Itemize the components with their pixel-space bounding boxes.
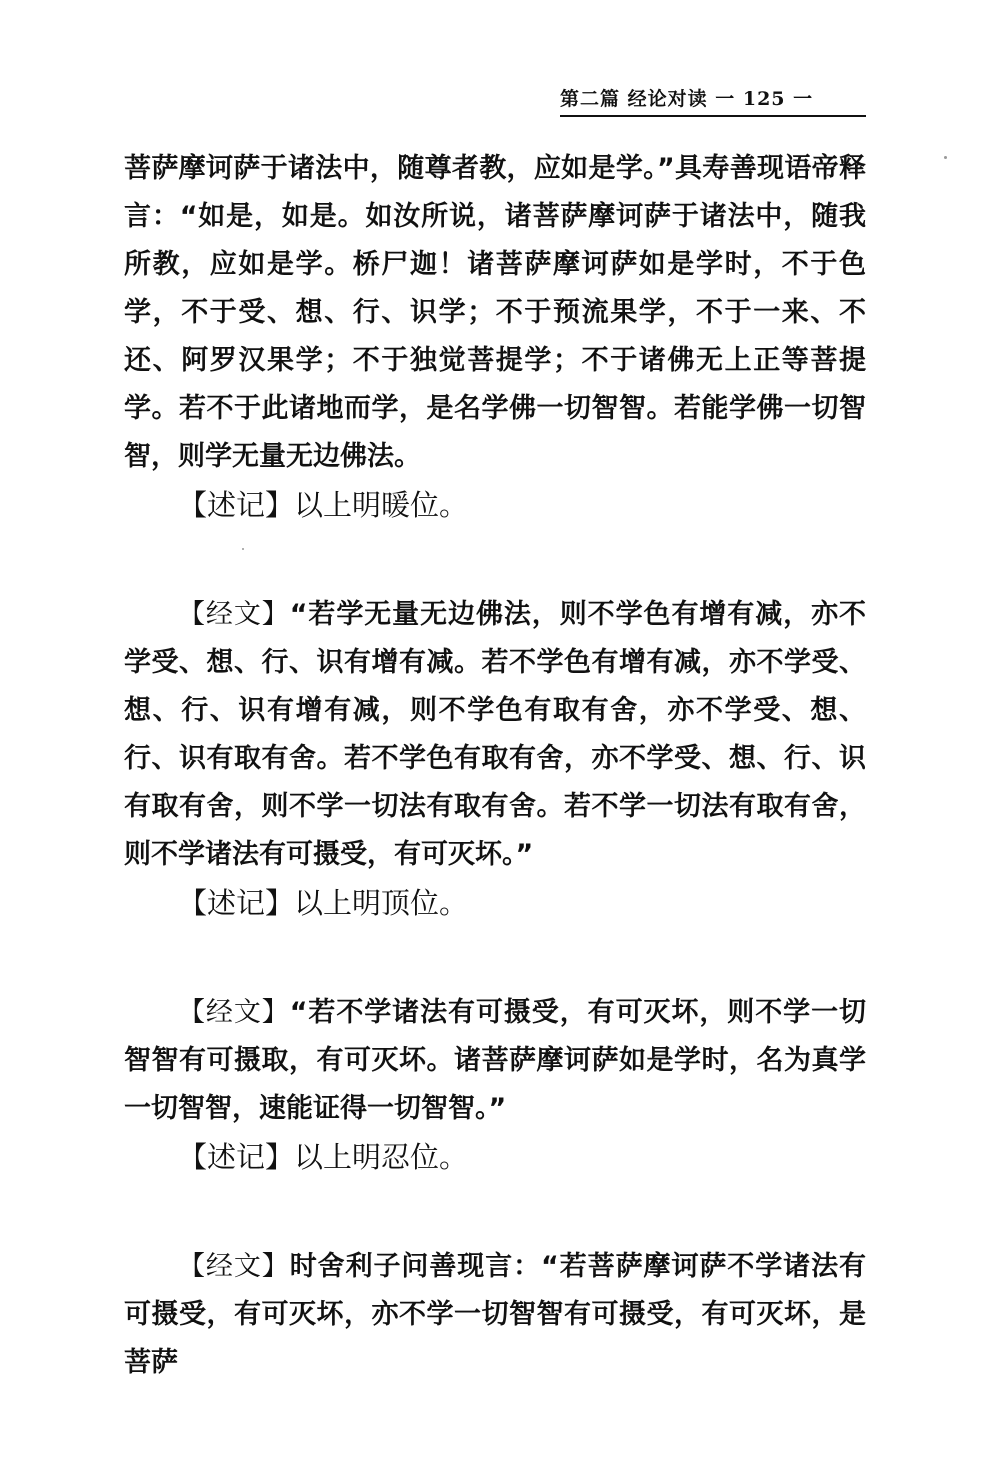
header-rule bbox=[560, 115, 866, 117]
commentary-text: 以上明忍位。 bbox=[294, 1140, 469, 1174]
commentary-text: 以上明顶位。 bbox=[294, 886, 469, 920]
commentary-paragraph bbox=[124, 879, 866, 927]
commentary-label: 【述记】 bbox=[178, 886, 295, 920]
section-gap bbox=[124, 927, 866, 989]
scripture-label: 【经文】 bbox=[178, 599, 290, 630]
scan-speck bbox=[242, 548, 244, 550]
scripture-paragraph bbox=[124, 1243, 866, 1387]
scan-speck bbox=[944, 156, 947, 159]
continuation-paragraph: 菩萨摩诃萨于诸法中，随尊者教，应如是学。”具寿善现语帝释言：“如是，如是。如汝所说，诸菩萨摩诃萨于诸法中，随我所教，应如是学。桥尸迦！诸菩萨摩诃萨如是学时，不于色学，不于受、想、行、识学；不于预流果学，不于一来、不还、阿罗汉果学；不于独觉菩提学；不于诸佛无上正等菩提学。若不于此诸地而学，是名学佛一切智智。若能学佛一切智智，则学无量无边佛法。 bbox=[124, 153, 866, 472]
commentary-text: 以上明暖位。 bbox=[294, 488, 469, 522]
scripture-label: 【经文】 bbox=[178, 997, 290, 1028]
commentary-paragraph bbox=[124, 481, 866, 529]
scripture-text: 时舍利子问善现言：“若菩萨摩诃萨不学诸法有可摄受，有可灭坏，亦不学一切智智有可摄受，有可灭坏，是菩萨 bbox=[124, 1251, 867, 1378]
section-gap bbox=[124, 529, 866, 591]
scripture-paragraph bbox=[124, 989, 866, 1133]
scripture-text: “若不学诸法有可摄受，有可灭坏，则不学一切智智有可摄取，有可灭坏。诸菩萨摩诃萨如是学时，名为真学一切智智，速能证得一切智智。” bbox=[124, 997, 867, 1124]
scripture-label: 【经文】 bbox=[178, 1251, 290, 1282]
section-gap bbox=[124, 1181, 866, 1243]
scripture-paragraph bbox=[124, 591, 866, 879]
page-body bbox=[124, 145, 866, 1387]
scripture-text: “若学无量无边佛法，则不学色有增有减，亦不学受、想、行、识有增有减。若不学色有增有减，亦不学受、想、行、识有增有减，则不学色有取有舍，亦不学受、想、行、识有取有舍。若不学色有取有舍，亦不学受、想、行、识有取有舍，则不学一切法有取有舍。若不学一切法有取有舍，则不学诸法有可摄受，有可灭坏。” bbox=[124, 599, 867, 870]
commentary-paragraph bbox=[124, 1133, 866, 1181]
commentary-label: 【述记】 bbox=[178, 488, 295, 522]
running-header: 第二篇 经论对读 一 125 一 bbox=[560, 88, 814, 110]
commentary-label: 【述记】 bbox=[178, 1140, 295, 1174]
